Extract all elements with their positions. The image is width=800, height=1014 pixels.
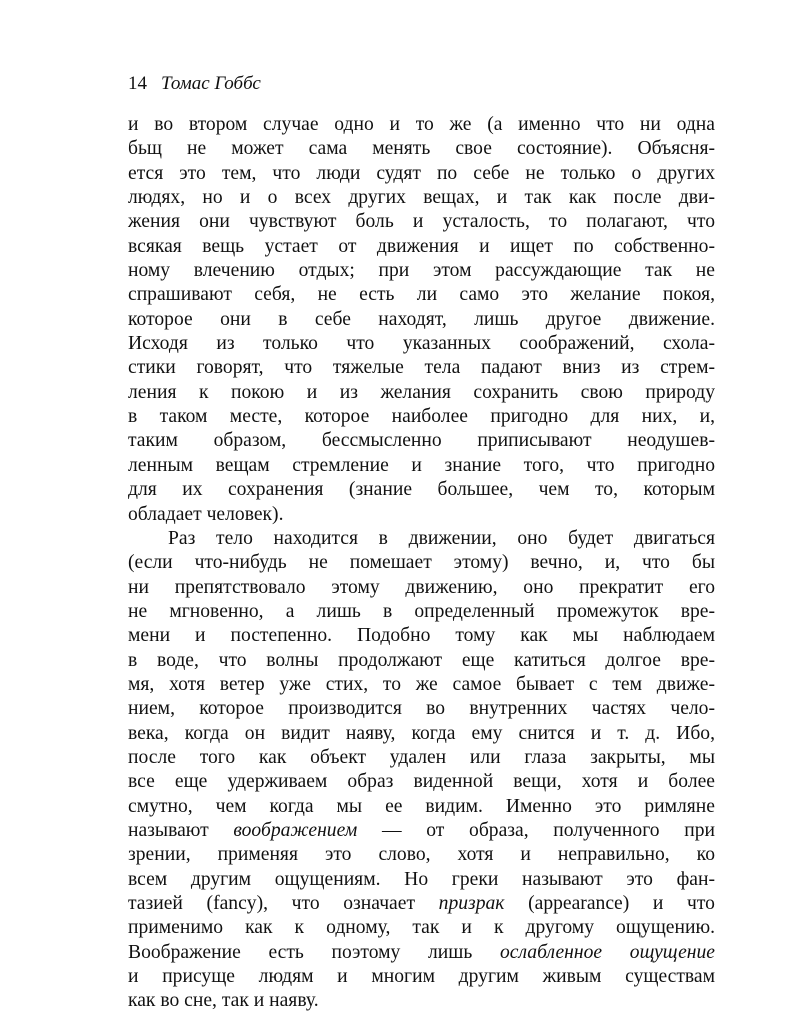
text-line: зрении, применяя это слово, хотя и неправильно, ко: [128, 844, 715, 866]
emphasis-term: воображением: [233, 819, 358, 841]
text-line: в таком месте, которое наиболее пригодно для них, и,: [128, 406, 715, 428]
text-line: мени и постепенно. Подобно тому как мы наблюдаем: [128, 625, 715, 647]
text-line: всякая вещь устает от движения и ищет по собственно-: [128, 235, 715, 257]
text-line: Воображение есть поэтому лишь ослабленное ощущение: [128, 941, 715, 963]
text-line: смутно, чем когда мы ее видим. Именно это римляне: [128, 795, 715, 817]
text-line: Раз тело находится в движении, оно будет двигаться: [168, 527, 715, 549]
text-line: которое они в себе находят, лишь другое движение.: [128, 308, 715, 330]
text-line: обладает человек).: [128, 503, 284, 525]
text-line: в воде, что волны продолжают еще катиться долгое вре-: [128, 649, 715, 671]
text-line: как во сне, так и наяву.: [128, 990, 319, 1012]
text-line: мя, хотя ветер уже стих, то же самое бывает с тем движе-: [128, 673, 715, 695]
text-line: ни препятствовало этому движению, оно прекратит его: [128, 576, 715, 598]
text-line: применимо как к одному, так и к другому ощущению.: [128, 917, 715, 939]
text-line: ленным вещам стремление и знание того, что пригодно: [128, 454, 715, 476]
body-text: [128, 113, 715, 1014]
text-line: Исходя из только что указанных соображений, схола-: [128, 333, 715, 355]
running-head-author: Томас Гоббс: [161, 73, 261, 94]
running-head: [128, 72, 261, 96]
text-line: ному влечению отдых; при этом рассуждающие так не: [128, 260, 715, 282]
text-line: и во втором случае одно и то же (а именно что ни одна: [128, 114, 715, 135]
text-line: и присуще людям и многим другим живым существам: [128, 966, 715, 988]
text-line: не мгновенно, а лишь в определенный промежуток вре-: [128, 600, 715, 622]
page-number: 14: [128, 73, 147, 94]
text-line: века, когда он видит наяву, когда ему снится и т. д. Ибо,: [128, 722, 715, 744]
text-line: ется это тем, что люди судят по себе не только о других: [128, 162, 715, 184]
text-line: всем другим ощущениям. Но греки называют это фан-: [128, 868, 715, 890]
emphasis-term: ослабленное ощущение: [500, 941, 715, 963]
text-line: называют воображением — от образа, полученного при: [128, 819, 715, 841]
text-line: таким образом, бессмысленно приписывают неодушев-: [128, 430, 715, 452]
text-line: (если что-нибудь не помешает этому) вечно, и, что бы: [128, 552, 715, 574]
text-line: тазией (fancy), что означает призрак (appearance) и что: [128, 893, 715, 914]
text-line: стики говорят, что тяжелые тела падают вниз из стрем-: [128, 357, 715, 379]
text-line: людях, но и о всех других вещах, и так как после дви-: [128, 187, 715, 209]
emphasis-term: призрак: [438, 893, 505, 914]
text-line: бьщ не может сама менять свое состояние). Объясня-: [128, 138, 715, 160]
text-line: все еще удерживаем образ виденной вещи, хотя и более: [128, 771, 715, 793]
text-line: для их сохранения (знание большее, чем то, которым: [128, 479, 715, 501]
text-line: после того как объект удален или глаза закрыты, мы: [128, 746, 715, 768]
text-line: спрашивают себя, не есть ли само это желание покоя,: [128, 284, 715, 306]
text-line: жения они чувствуют боль и усталость, то полагают, что: [128, 211, 715, 233]
text-line: ления к покою и из желания сохранить свою природу: [128, 381, 715, 403]
text-line: нием, которое производится во внутренних частях чело-: [128, 698, 715, 720]
